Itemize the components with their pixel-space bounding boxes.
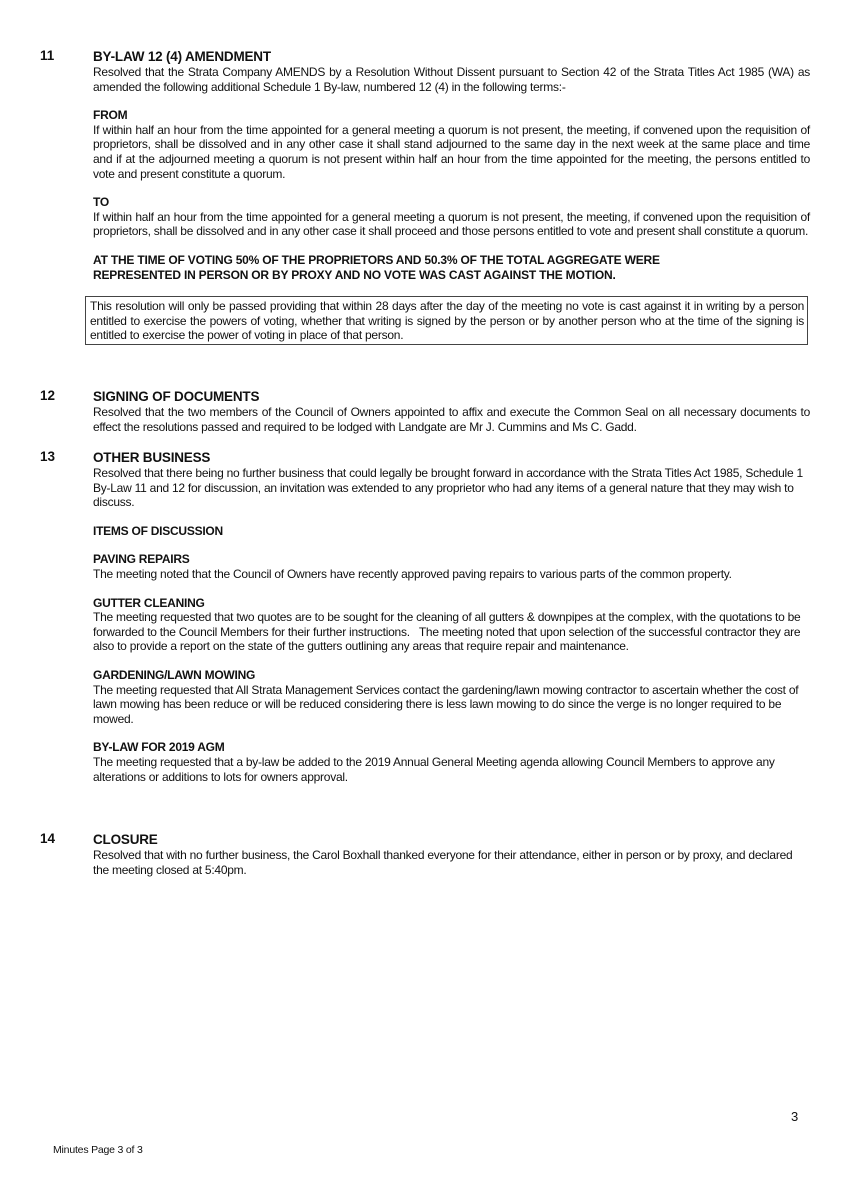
section-title: BY-LAW 12 (4) AMENDMENT xyxy=(93,49,271,64)
discussion-item xyxy=(93,596,810,654)
discussion-item-text: The meeting requested that a by-law be added to the 2019 Annual General Meeting agenda allowing Council Members to approve any alterations or additions to lots for owners approval. xyxy=(93,754,775,784)
page-number: 3 xyxy=(791,1109,799,1124)
discussion-item-text: The meeting noted that the Council of Owners have recently approved paving repairs to various parts of the common property. xyxy=(93,566,732,581)
to-label: TO xyxy=(93,195,109,210)
section-content xyxy=(90,48,810,345)
voting-statement-line-1: AT THE TIME OF VOTING 50% OF THE PROPRIETORS AND 50.3% OF THE TOTAL AGGREGATE WERE xyxy=(93,252,660,267)
section-title: OTHER BUSINESS xyxy=(93,450,211,465)
discussion-item xyxy=(93,552,810,581)
section-intro: Resolved that the Strata Company AMENDS by a Resolution Without Dissent pursuant to Section 42 of the Strata Titles Act 1985 (WA) as amended the following additional Schedule 1 By-law, numbered 12 (4) in the following terms:- xyxy=(93,65,810,94)
discussion-item-title: GARDENING/LAWN MOWING xyxy=(93,667,256,682)
discussion-item-title: PAVING REPAIRS xyxy=(93,552,190,567)
discussion-item-title: GUTTER CLEANING xyxy=(93,595,205,610)
voting-statement xyxy=(93,253,810,282)
section-text: Resolved that with no further business, the Carol Boxhall thanked everyone for their attendance, either in person or by proxy, and declared the meeting closed at 5:40pm. xyxy=(93,848,793,877)
from-text: If within half an hour from the time appointed for a general meeting a quorum is not present, the meeting, if convened upon the requisition of proprietors, shall be dissolved and in any other case it shall stand adjourned to the same day in the next week at the same place and time and if at the adjourned meeting a quorum is not present within half an hour from the time appointed for the meeting, the persons entitled to vote and present constitute a quorum. xyxy=(93,122,810,181)
section-number: 13 xyxy=(40,449,56,464)
boxed-note xyxy=(85,296,808,345)
voting-statement-line-2: REPRESENTED IN PERSON OR BY PROXY AND NO VOTE WAS CAST AGAINST THE MOTION. xyxy=(93,267,616,282)
section-title: CLOSURE xyxy=(93,832,158,847)
section-text: Resolved that there being no further business that could legally be brought forward in accordance with the Strata Titles Act 1985, Schedule 1 By-Law 11 and 12 for discussion, an invitation was extended to any proprietor who had any items of a general nature that they may wish to discuss. xyxy=(93,466,803,510)
section-number: 12 xyxy=(40,388,56,403)
from-label: FROM xyxy=(93,108,128,123)
discussion-item-text: The meeting requested that All Strata Management Services contact the gardening/lawn mowing contractor to ascertain whether the cost of lawn mowing has been reduce or will be reduced considering there is less lawn mowing to do since the verge is no longer required to be mowed. xyxy=(93,682,799,726)
section-number: 11 xyxy=(40,48,55,63)
discussion-item xyxy=(93,668,810,726)
footer-text: Minutes Page 3 of 3 xyxy=(53,1144,143,1156)
discussion-item xyxy=(93,740,810,784)
to-text: If within half an hour from the time appointed for a general meeting a quorum is not present, the meeting, if convened upon the requisition of proprietors, shall be dissolved and in any other case it shall proceed and those persons entitled to vote and present shall constitute a quorum. xyxy=(93,209,810,239)
section-number: 14 xyxy=(40,831,56,846)
boxed-note-text: This resolution will only be passed providing that within 28 days after the day of the meeting no vote is cast against it in writing by a person entitled to exercise the powers of voting, whether that writing is signed by the person or by another person who at the time of the signing is entitled to exercise the power of voting in place of that person. xyxy=(90,299,804,343)
section-title: SIGNING OF DOCUMENTS xyxy=(93,389,260,404)
section-content xyxy=(93,388,810,434)
section-content xyxy=(93,831,810,877)
items-heading: ITEMS OF DISCUSSION xyxy=(93,523,223,538)
discussion-item-text: The meeting requested that two quotes are to be sought for the cleaning of all gutters & downpipes at the complex, with the quotations to be forwarded to the Council Members for their further instructions. The meeting noted that upon selection of the successful contractor they are also to provide a report on the state of the gutters outlining any areas that require repair and maintenance. xyxy=(93,610,804,654)
section-text: Resolved that the two members of the Council of Owners appointed to affix and execute the Common Seal on all necessary documents to effect the resolutions passed and required to be lodged with Landgate are Mr J. Cummins and Ms C. Gadd. xyxy=(93,405,810,434)
section-content xyxy=(93,449,810,784)
discussion-item-title: BY-LAW FOR 2019 AGM xyxy=(93,740,225,755)
